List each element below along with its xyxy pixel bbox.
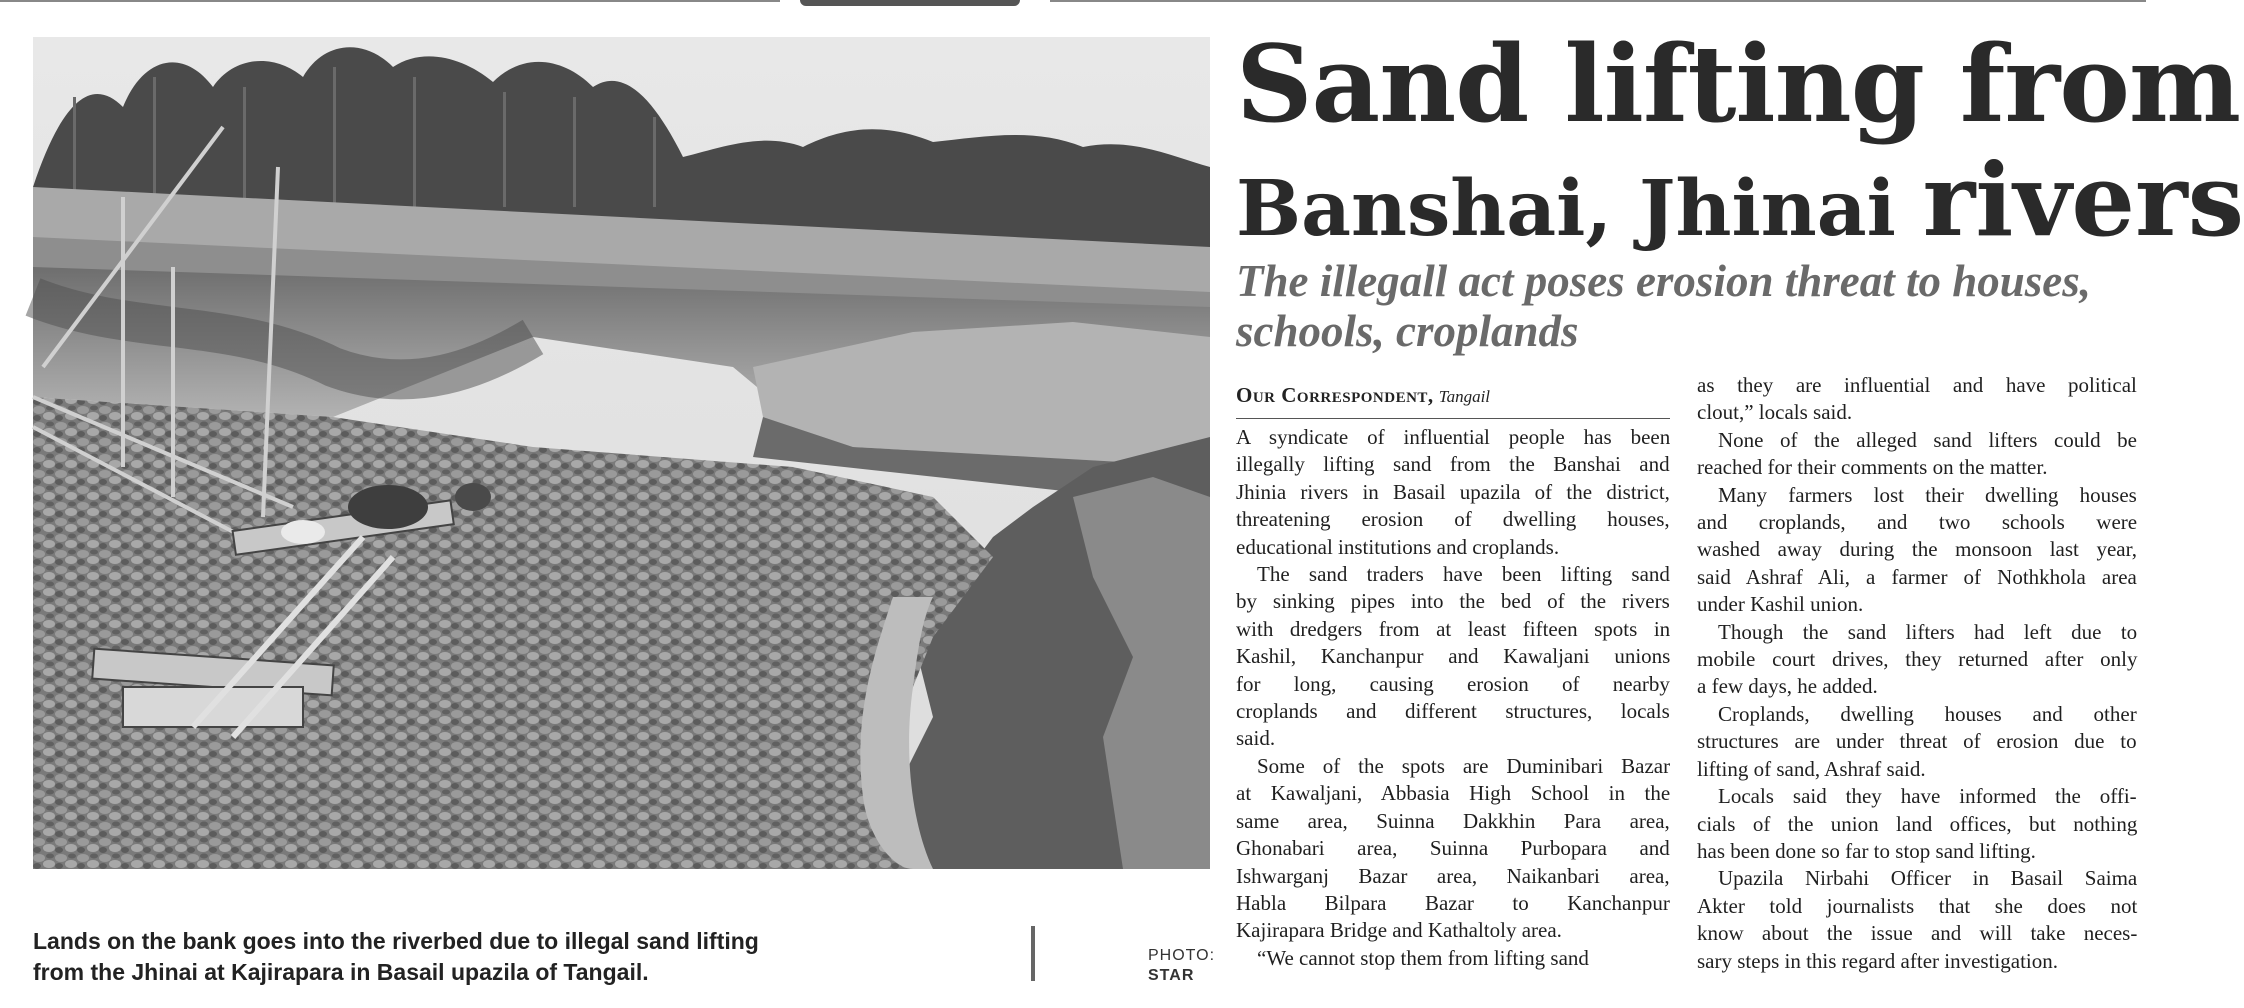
article-text-line: Akter told journalists that she does not (1697, 893, 2138, 918)
article-text-line: Ishwarganj Bazar area, Naikanbari area, (1236, 863, 1670, 888)
article-subhead (1236, 256, 2136, 356)
headline-line-2-end: rivers (1922, 141, 2244, 259)
article-text-line: as they are influential and have political (1697, 373, 2137, 397)
article-text-line: Kashil, Kanchanpur and Kawaljani unions (1236, 644, 1671, 669)
article-text-line: clout,” locals said. (1697, 400, 1853, 425)
article-text-line: for long, causing erosion of nearby (1236, 671, 1670, 696)
top-rule-right (1050, 0, 2146, 2)
article-text-line: Kajirapara Bridge and Kathaltoly area. (1236, 918, 1562, 943)
caption-line-2: from the Jhinai at Kajirapara in Basail upazila of Tangail. (33, 959, 649, 985)
article-text-line: Many farmers lost their dwelling houses (1697, 482, 2137, 507)
article-text-line: Croplands, dwelling houses and other (1697, 701, 2137, 726)
article-text-line: with dredgers from at least fifteen spots in (1236, 616, 1671, 641)
article-text-line: croplands and different structures, locals (1236, 699, 1670, 724)
article-text-line: at Kawaljani, Abbasia High School in the (1236, 781, 1671, 806)
article-text-line: a few days, he added. (1697, 674, 1878, 699)
article-column-2 (1697, 372, 2137, 975)
article-text-line: educational institutions and croplands. (1236, 534, 1560, 559)
article-text-line: same area, Suinna Dakkhin Para area, (1236, 808, 1670, 833)
article-text-line: Upazila Nirbahi Officer in Basail Saima (1697, 866, 2138, 891)
article-text-line: know about the issue and will take neces- (1697, 921, 2138, 946)
subhead-line-2: schools, croplands (1236, 306, 1579, 356)
headline-line-2 (1236, 141, 2244, 263)
article-text-line: lifting of sand, Ashraf said. (1697, 756, 1926, 781)
credit-label: PHOTO: (1148, 947, 1216, 964)
article-text-line: structures are under threat of erosion due to (1697, 729, 2137, 754)
article-text-line: by sinking pipes into the bed of the rivers (1236, 589, 1670, 614)
credit-source: STAR (1148, 967, 1195, 984)
article-text-line: said Ashraf Ali, a farmer of Nothkhola area (1697, 564, 2137, 589)
article-text-line: Jhinia rivers in Basail upazila of the district, (1236, 479, 1670, 504)
byline-dateline: Tangail (1438, 387, 1491, 406)
article-text-line: illegally lifting sand from the Banshai and (1236, 452, 1670, 477)
subhead-line-1: The illegall act poses erosion threat to houses, (1236, 256, 2092, 306)
article-text-line: cials of the union land offices, but nothing (1697, 811, 2138, 836)
headline-line-2-start: Banshai, Jhinai (1236, 164, 1923, 254)
article-text-line: Some of the spots are Duminibari Bazar (1236, 753, 1671, 778)
article-text-line: Though the sand lifters had left due to (1697, 619, 2138, 644)
byline (1236, 382, 1670, 419)
article-text-line: Habla Bilpara Bazar to Kanchanpur (1236, 890, 1670, 915)
article-text-line: Locals said they have informed the offi- (1697, 784, 2137, 809)
article-text-line: said. (1236, 726, 1276, 751)
news-photo (33, 37, 1210, 869)
article-text-line: The sand traders have been lifting sand (1236, 562, 1670, 587)
article-text-line: under Kashil union. (1697, 592, 1864, 617)
page-top-rule (0, 0, 2146, 2)
photo-caption (33, 926, 793, 988)
article-text-line: and croplands, and two schools were (1697, 510, 2138, 535)
article-text-line: mobile court drives, they returned after only (1697, 647, 2138, 672)
top-rule-left (0, 0, 780, 2)
article-text-line: threatening erosion of dwelling houses, (1236, 507, 1670, 532)
article-text-line: sary steps in this regard after investigation. (1697, 948, 2058, 973)
article-headline (1236, 18, 2244, 263)
article-text-line: Ghonabari area, Suinna Purbopara and (1236, 836, 1670, 861)
article-column-1 (1236, 424, 1670, 972)
caption-line-1: Lands on the bank goes into the riverbed due to illegal sand lifting (33, 928, 759, 954)
riverbank-photo-illustration (33, 37, 1210, 869)
byline-author: Our Correspondent, (1236, 383, 1434, 407)
article-text-line: has been done so far to stop sand lifting. (1697, 838, 2036, 863)
section-tab (800, 0, 1020, 6)
article-text-line: “We cannot stop them from lifting sand (1236, 945, 1589, 970)
caption-divider (1031, 926, 1035, 981)
article-text-line: washed away during the monsoon last year, (1697, 537, 2137, 562)
headline-line-1: Sand lifting from (1236, 21, 2241, 146)
photo-credit (1148, 946, 1215, 986)
article-text-line: A syndicate of influential people has been (1236, 425, 1671, 449)
article-text-line: None of the alleged sand lifters could be (1697, 427, 2137, 452)
article-text-line: reached for their comments on the matter. (1697, 455, 2048, 480)
